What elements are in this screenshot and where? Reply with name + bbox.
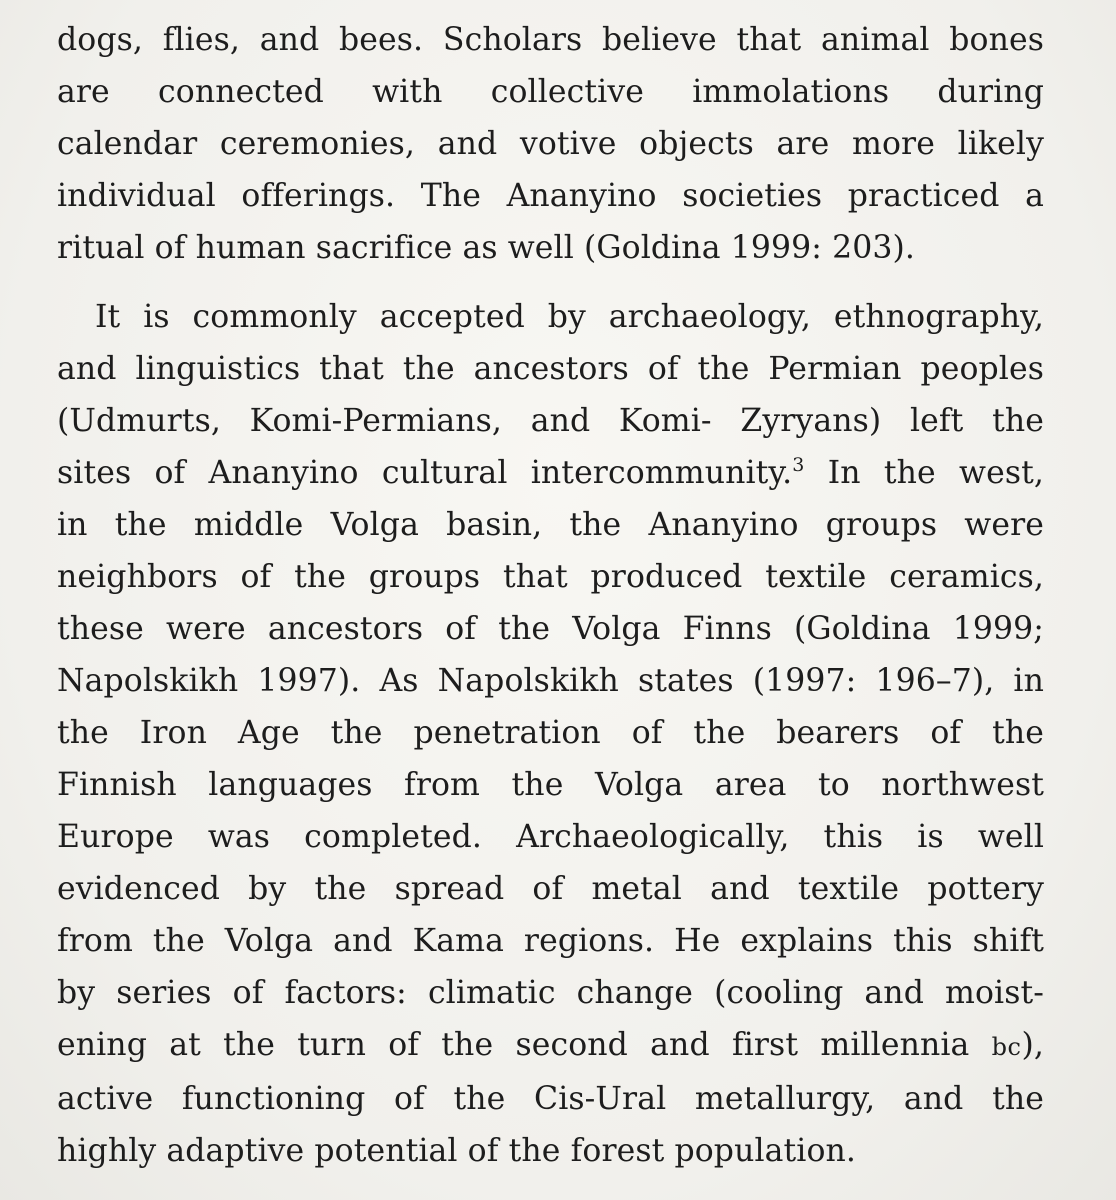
text-line: calendar ceremonies, and votive objects are more likely xyxy=(57,126,1044,162)
text-line: neighbors of the groups that produced textile ceramics, xyxy=(57,559,1044,595)
text-segment: ), xyxy=(1021,1027,1044,1063)
text-line: from the Volga and Kama regions. He explains this shift xyxy=(57,923,1044,959)
text-line: evidenced by the spread of metal and textile pottery xyxy=(57,871,1044,907)
text-line: individual offerings. The Ananyino societies practiced a xyxy=(57,178,1044,214)
body-text xyxy=(57,14,1044,1177)
text-line: by series of factors: climatic change (cooling and moist- xyxy=(57,975,1044,1011)
text-segment: In the west, xyxy=(804,455,1044,491)
text-line: active functioning of the Cis-Ural metallurgy, and the xyxy=(57,1081,1044,1117)
text-line-with-era xyxy=(57,1019,1044,1073)
text-line: and linguistics that the ancestors of the Permian peoples xyxy=(57,351,1044,387)
text-line: (Udmurts, Komi-Permians, and Komi- Zyryans) left the xyxy=(57,403,1044,439)
text-line: It is commonly accepted by archaeology, ethnography, xyxy=(95,299,1044,335)
text-line: these were ancestors of the Volga Finns (Goldina 1999; xyxy=(57,611,1044,647)
text-segment: ening at the turn of the second and first millennia xyxy=(57,1027,992,1063)
text-line: the Iron Age the penetration of the bearers of the xyxy=(57,715,1044,751)
paragraph-permian-ancestors xyxy=(57,291,1044,1177)
text-line: are connected with collective immolations during xyxy=(57,74,1044,110)
text-line: dogs, flies, and bees. Scholars believe that animal bones xyxy=(57,22,1044,58)
text-line-with-footnote xyxy=(57,447,1044,499)
text-line: Europe was completed. Archaeologically, this is well xyxy=(57,819,1044,855)
text-line: in the middle Volga basin, the Ananyino groups were xyxy=(57,507,1044,543)
paragraph-ritual-offerings xyxy=(57,14,1044,274)
text-line: Finnish languages from the Volga area to northwest xyxy=(57,767,1044,803)
text-line: highly adaptive potential of the forest population. xyxy=(57,1133,857,1169)
footnote-marker: 3 xyxy=(792,454,805,476)
era-abbreviation: bc xyxy=(991,1033,1022,1061)
text-line: Napolskikh 1997). As Napolskikh states (1997: 196–7), in xyxy=(57,663,1044,699)
text-line: ritual of human sacrifice as well (Goldina 1999: 203). xyxy=(57,230,916,266)
text-segment: sites of Ananyino cultural intercommunity. xyxy=(57,455,793,491)
